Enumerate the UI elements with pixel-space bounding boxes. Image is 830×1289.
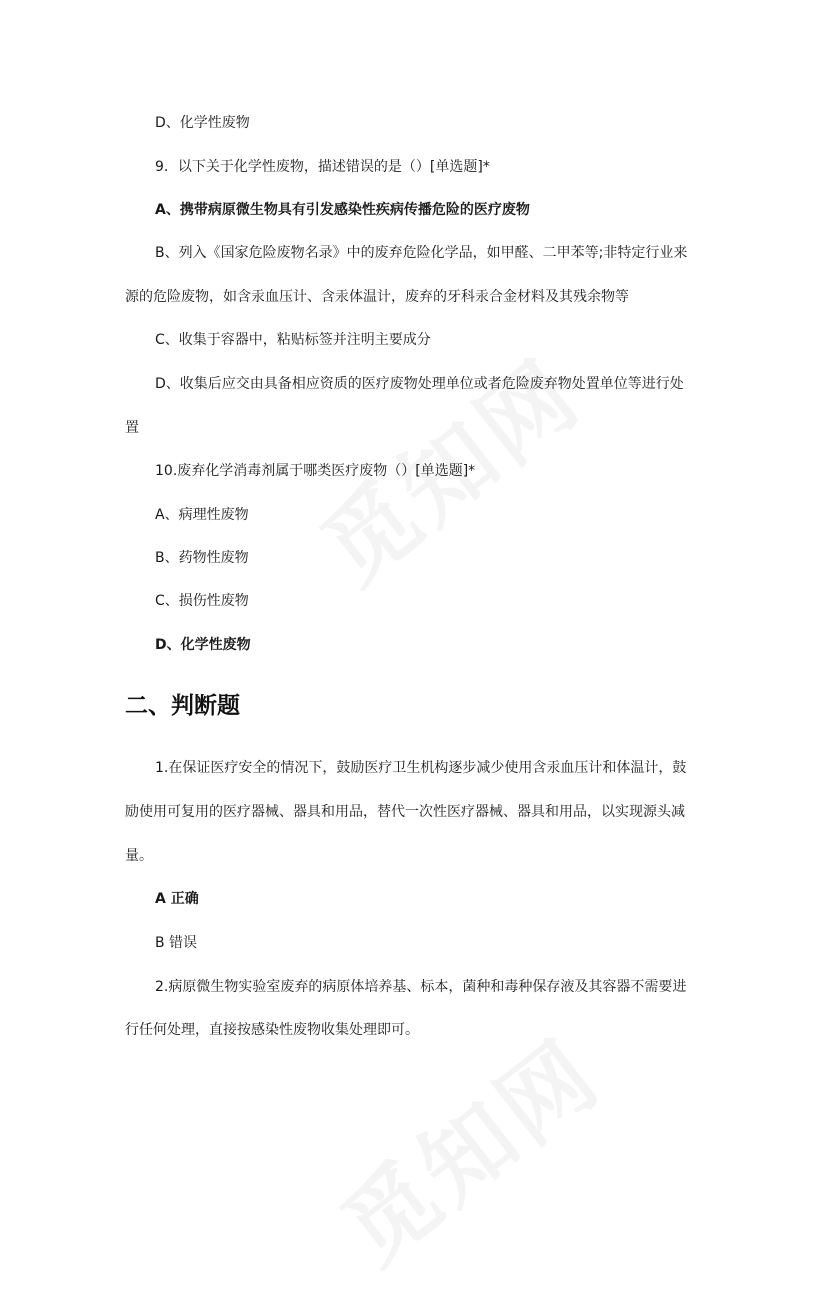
tf1-stem-line1: 1.在保证医疗安全的情况下，鼓励医疗卫生机构逐步减少使用含汞血压计和体温计，鼓 xyxy=(155,760,687,776)
tf1-option-b: B 错误 xyxy=(155,935,198,951)
q10-option-b: B、药物性废物 xyxy=(155,550,249,566)
q10-option-c: C、损伤性废物 xyxy=(155,593,249,609)
q9-option-c: C、收集于容器中，粘贴标签并注明主要成分 xyxy=(155,332,431,348)
tf2-stem-line1: 2.病原微生物实验室废弃的病原体培养基、标本，菌种和毒种保存液及其容器不需要进 xyxy=(155,979,687,995)
tf1-stem-line3: 量。 xyxy=(125,848,153,864)
q9-option-a-correct: A、携带病原微生物具有引发感染性疾病传播危险的医疗废物 xyxy=(155,202,530,218)
q10-option-d-correct: D、化学性废物 xyxy=(155,637,251,653)
tf2-stem-line2: 行任何处理，直接按感染性废物收集处理即可。 xyxy=(125,1022,419,1038)
q9-option-d-line2: 置 xyxy=(125,420,139,436)
q9-option-b-line1: B、列入《国家危险废物名录》中的废弃危险化学品，如甲醛、二甲苯等;非特定行业来 xyxy=(155,245,688,261)
tf1-stem-line2: 励使用可复用的医疗器械、器具和用品，替代一次性医疗器械、器具和用品，以实现源头减 xyxy=(125,804,685,820)
tf1-option-a-correct: A 正确 xyxy=(155,891,199,907)
q9-prev-option-d: D、化学性废物 xyxy=(155,115,250,131)
watermark xyxy=(311,1003,624,1288)
q9-option-b-line2: 源的危险废物，如含汞血压计、含汞体温计，废弃的牙科汞合金材料及其残余物等 xyxy=(125,289,629,305)
q9-stem: 9．以下关于化学性废物，描述错误的是（）[单选题]* xyxy=(155,159,490,175)
q10-option-a: A、病理性废物 xyxy=(155,507,249,523)
q10-stem: 10.废弃化学消毒剂属于哪类医疗废物（）[单选题]* xyxy=(155,463,476,479)
section-title: 二、判断题 xyxy=(125,693,240,719)
q9-option-d-line1: D、收集后应交由具备相应资质的医疗废物处理单位或者危险废弃物处置单位等进行处 xyxy=(155,376,684,392)
